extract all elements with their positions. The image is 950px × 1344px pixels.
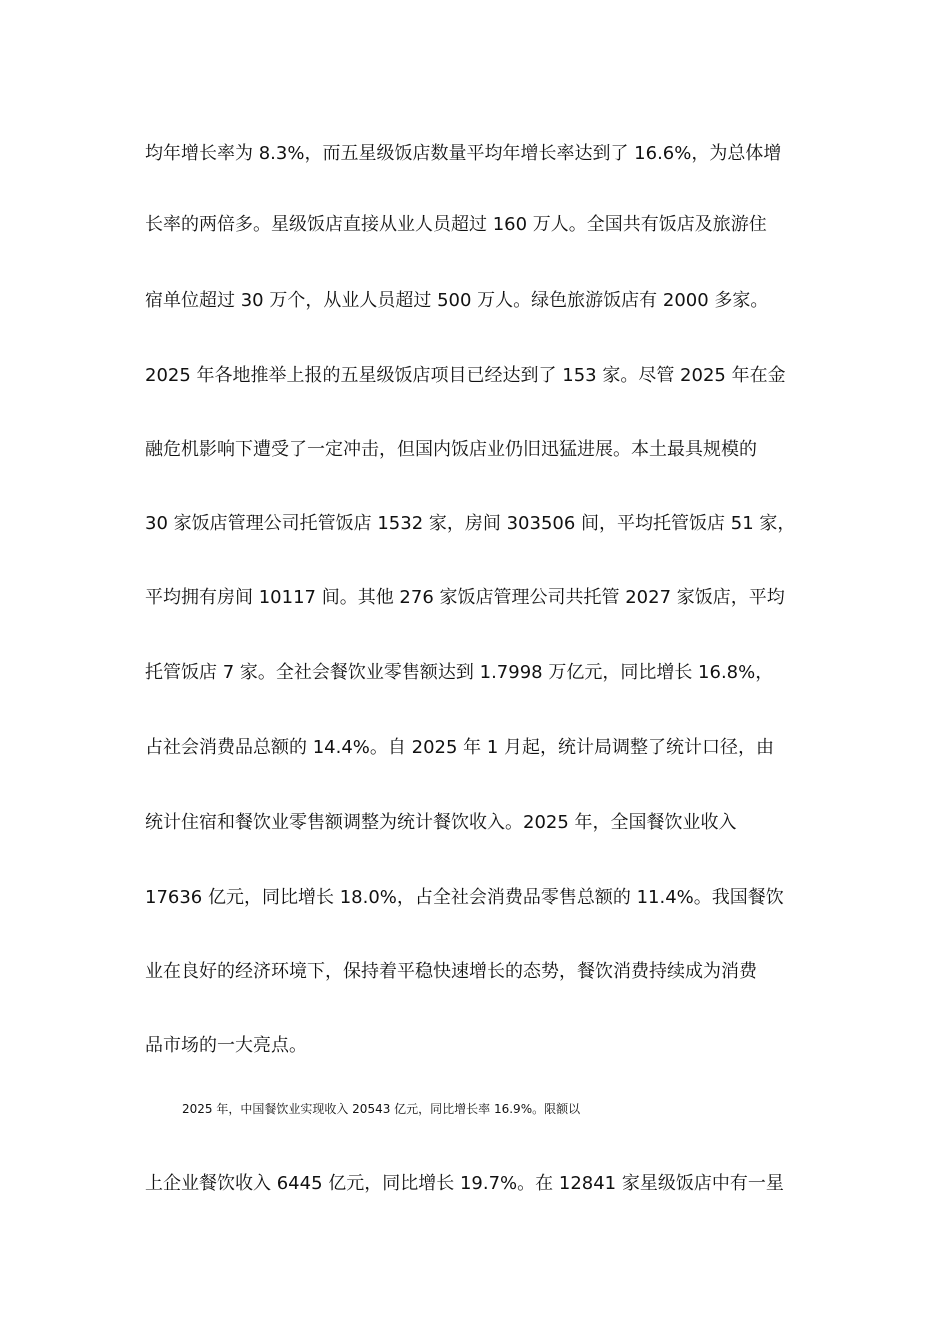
text-line: 托管饭店 7 家。全社会餐饮业零售额达到 1.7998 万亿元，同比增长 16.8%， (145, 662, 774, 683)
text-line: 融危机影响下遭受了一定冲击，但国内饭店业仍旧迅猛进展。本土最具规模的 (145, 439, 757, 460)
text-line: 占社会消费品总额的 14.4%。自 2025 年 1 月起，统计局调整了统计口径，由 (145, 737, 775, 758)
text-line: 平均拥有房间 10117 间。其他 276 家饭店管理公司共托管 2027 家饭店，平均 (145, 587, 785, 608)
text-line: 长率的两倍多。星级饭店直接从业人员超过 160 万人。全国共有饭店及旅游住 (145, 214, 767, 235)
text-line: 品市场的一大亮点。 (145, 1035, 307, 1056)
text-line: 宿单位超过 30 万个，从业人员超过 500 万人。绿色旅游饭店有 2000 多家。 (145, 290, 769, 311)
text-line: 均年增长率为 8.3%，而五星级饭店数量平均年增长率达到了 16.6%，为总体增 (145, 143, 782, 164)
text-line: 统计住宿和餐饮业零售额调整为统计餐饮收入。2025 年，全国餐饮业收入 (145, 812, 737, 833)
text-line: 业在良好的经济环境下，保持着平稳快速增长的态势，餐饮消费持续成为消费 (145, 961, 757, 982)
text-line: 30 家饭店管理公司托管饭店 1532 家，房间 303506 间，平均托管饭店 51 家， (145, 513, 796, 534)
paragraph-first-line: 2025 年，中国餐饮业实现收入 20543 亿元，同比增长率 16.9%。限额以 (182, 1102, 581, 1116)
text-line: 上企业餐饮收入 6445 亿元，同比增长 19.7%。在 12841 家星级饭店中有一星 (145, 1173, 784, 1194)
text-line: 2025 年各地推举上报的五星级饭店项目已经达到了 153 家。尽管 2025 年在金 (145, 365, 786, 386)
text-line: 17636 亿元，同比增长 18.0%，占全社会消费品零售总额的 11.4%。我国餐饮 (145, 887, 784, 908)
